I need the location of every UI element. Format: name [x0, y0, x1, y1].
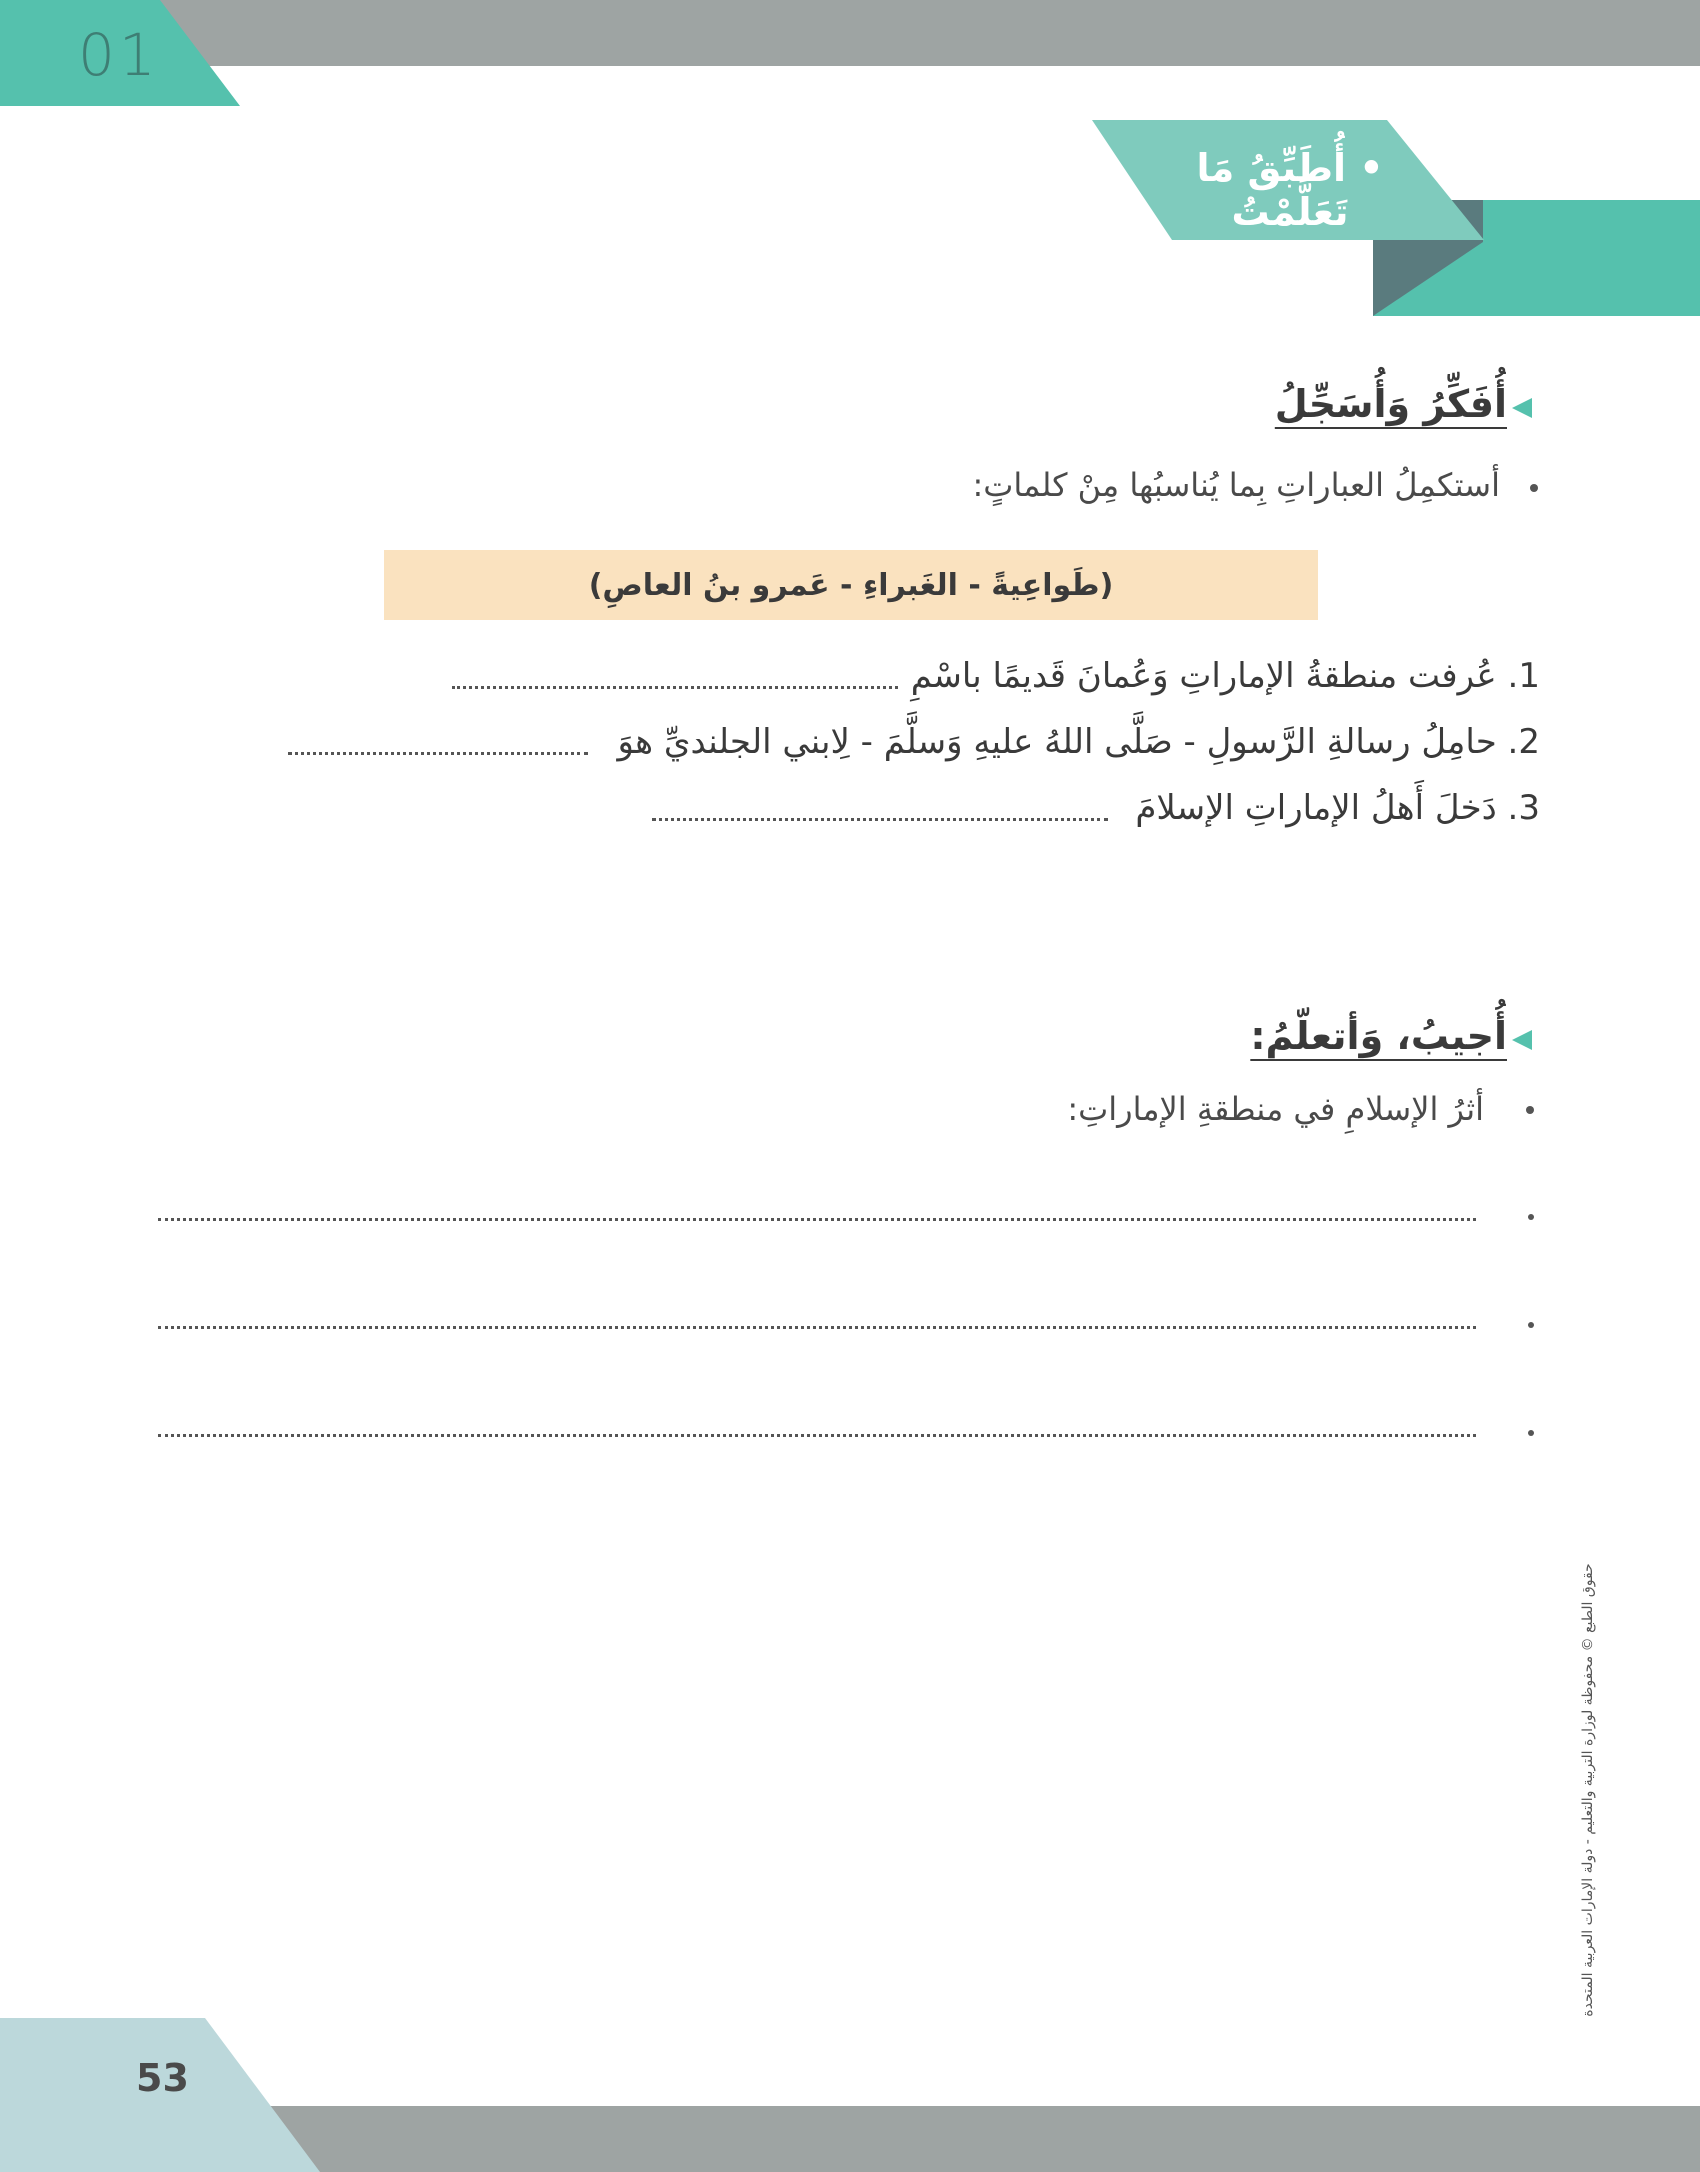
- section1-instruction: أستكمِلُ العباراتِ بِما يُناسبُها مِنْ كلماتٍ:: [972, 466, 1500, 504]
- section2-heading: أُجيبُ، وَأتعلّمُ:: [1250, 1014, 1507, 1058]
- copyright-note: [1580, 1550, 1610, 2030]
- question-3: [1135, 788, 1540, 828]
- section1-heading: أُفَكِّرُ وَأُسَجِّلُ: [1274, 382, 1507, 426]
- question-1: [911, 656, 1540, 696]
- page-number: 53: [136, 2056, 189, 2100]
- word-bank-box: [384, 550, 1318, 620]
- triangle-bullet-icon: [1512, 1030, 1532, 1050]
- answer-line-4[interactable]: [158, 1218, 1476, 1221]
- banner-title: • أُطَبِّقُ مَا تَعَلَّمْتُ: [1196, 146, 1384, 234]
- bullet-dot-icon: [1530, 484, 1538, 492]
- question-number: 3.: [1507, 788, 1540, 828]
- question-text: دَخلَ أَهلُ الإماراتِ الإسلامَ: [1135, 788, 1497, 828]
- word-bank-text: (طَواعِيةً - الغَبراءِ - عَمرو بنُ العاصِ): [588, 567, 1114, 603]
- section2-instruction: أثرُ الإسلامِ في منطقةِ الإماراتِ:: [1067, 1090, 1484, 1128]
- question-text: عُرفت منطقةُ الإماراتِ وَعُمانَ قَديمًا باسْمِ: [910, 656, 1497, 696]
- copyright-text: حقوق الطبع © محفوظة لوزارة التربية والتعليم - دولة الإمارات العربية المتحدة: [1580, 1563, 1596, 2017]
- question-2: [618, 722, 1540, 762]
- answer-line-6[interactable]: [158, 1434, 1476, 1437]
- chapter-number: 01: [78, 21, 160, 89]
- bullet-dot-icon: [1526, 1106, 1534, 1114]
- question-number: 2.: [1507, 722, 1540, 762]
- answer-line-5[interactable]: [158, 1326, 1476, 1329]
- bullet-dot-icon: [1528, 1430, 1534, 1436]
- answer-line-1[interactable]: [452, 686, 898, 689]
- answer-line-3[interactable]: [652, 818, 1108, 821]
- bullet-dot-icon: [1528, 1322, 1534, 1328]
- question-text: حامِلُ رسالةِ الرَّسولِ - صَلَّى اللهُ عليهِ وَسلَّمَ - لِابني الجلنديِّ هوَ: [617, 722, 1497, 762]
- question-number: 1.: [1507, 656, 1540, 696]
- top-bar: [0, 0, 1700, 66]
- bullet-dot-icon: [1528, 1214, 1534, 1220]
- triangle-bullet-icon: [1512, 398, 1532, 418]
- answer-line-2[interactable]: [288, 752, 588, 755]
